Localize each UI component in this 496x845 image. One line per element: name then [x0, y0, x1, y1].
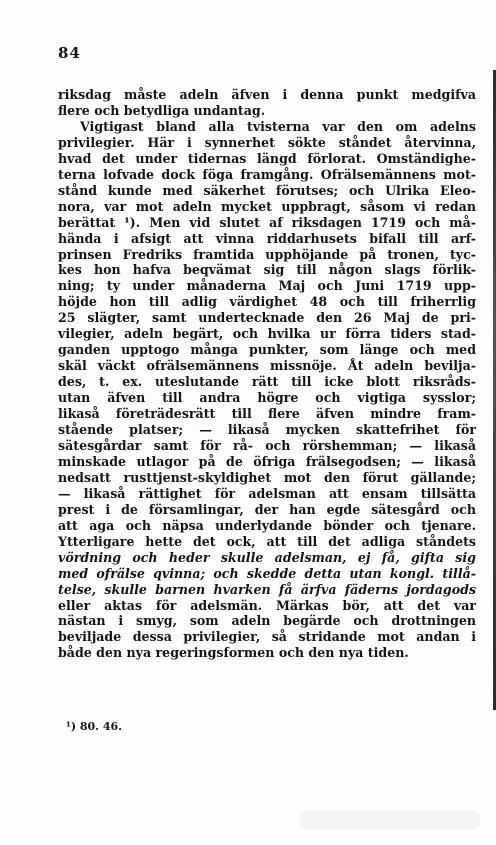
text-line: stånd kunde med säkerhet förutses; och Ulrika Eleo-: [58, 182, 476, 198]
text-line: ganden upptogo många punkter, som länge och med: [58, 342, 476, 358]
text-line: 25 slägter, samt undertecknade den 26 Maj de pri-: [58, 310, 476, 326]
text-line: Ytterligare hette det ock, att till det adliga ståndets: [58, 533, 476, 549]
text-line: både den nya regeringsformen och den nya tiden.: [58, 645, 409, 661]
text-line: kes hon hafva beqvämat sig till någon slags förlik-: [58, 262, 476, 278]
text-line: skäl väckt ofrälsemännens missnöje. Åt adeln bevilja-: [58, 358, 476, 374]
text-line: prest i de församlingar, der han egde sätesgård och: [58, 501, 476, 517]
text-line: likaså företrädesrätt till flere äfven mindre fram-: [58, 406, 476, 422]
text-line: telse, skulle barnen hvarken få ärfva fäderns jordagods: [58, 581, 476, 597]
text-line: eller aktas för adelsmän. Märkas bör, att det var: [58, 597, 476, 613]
text-line: privilegier. Här i synnerhet sökte ståndet återvinna,: [58, 134, 476, 150]
text-line: riksdag måste adeln äfven i denna punkt medgifva: [58, 87, 476, 102]
text-line: flere och betydliga undantag.: [58, 102, 266, 118]
text-line: des, t. ex. uteslutande rätt till icke blott riksråds-: [58, 374, 476, 390]
text-line: vördning och heder skulle adelsman, ej få, gifta sig: [58, 549, 476, 565]
text-line: ning; ty under månaderna Maj och Juni 1719 upp-: [58, 278, 476, 294]
body-text: [58, 87, 476, 661]
text-line: beviljade dessa privilegier, så stridande mot andan i: [58, 629, 476, 645]
text-line: utan äfven till andra högre och vigtiga sysslor;: [58, 390, 476, 406]
text-line: höjde hon till adlig värdighet 48 och till friherrlig: [58, 294, 476, 310]
text-line: Vigtigast bland alla tvisterna var den om adelns: [80, 118, 476, 134]
text-line: nora, var mot adeln mycket uppbragt, såsom vi redan: [58, 198, 476, 214]
footnote: ¹) 80. 46.: [66, 720, 122, 733]
text-line: att aga och näpsa underlydande bönder och tjenare.: [58, 517, 476, 533]
text-line: terna lofvade dock föga framgång. Ofrälsemännens mot-: [58, 166, 476, 182]
paper-stain: [300, 810, 480, 830]
text-line: nedsatt rusttjenst-skyldighet mot den förut gällande;: [58, 469, 476, 485]
text-line: minskade utlagor på de öfriga frälsegodsen; — likaså: [58, 453, 476, 469]
text-line: hvad det under tidernas längd förlorat. Omständighe-: [58, 150, 476, 166]
text-line: sätesgårdar samt för rå- och rörshemman; — likaså: [58, 437, 476, 453]
text-line: — likaså rättighet för adelsman att ensam tillsätta: [58, 485, 476, 501]
text-line: berättat ¹). Men vid slutet af riksdagen 1719 och må-: [58, 214, 476, 230]
text-line: prinsen Fredriks framtida upphöjande på tronen, tyc-: [58, 246, 476, 262]
page-number: 84: [58, 44, 81, 62]
text-line: vilegier, adeln begärt, och hvilka ur förra tiders stad-: [58, 326, 476, 342]
text-line: stående platser; — likaså mycken skattefrihet för: [58, 422, 476, 438]
text-line: hända i afsigt att vinna riddarhusets bifall till arf-: [58, 230, 476, 246]
text-line: med ofrälse qvinna; och skedde detta utan kongl. tillå-: [58, 565, 476, 581]
text-line: nästan i smyg, som adeln begärde och drottningen: [58, 613, 476, 629]
